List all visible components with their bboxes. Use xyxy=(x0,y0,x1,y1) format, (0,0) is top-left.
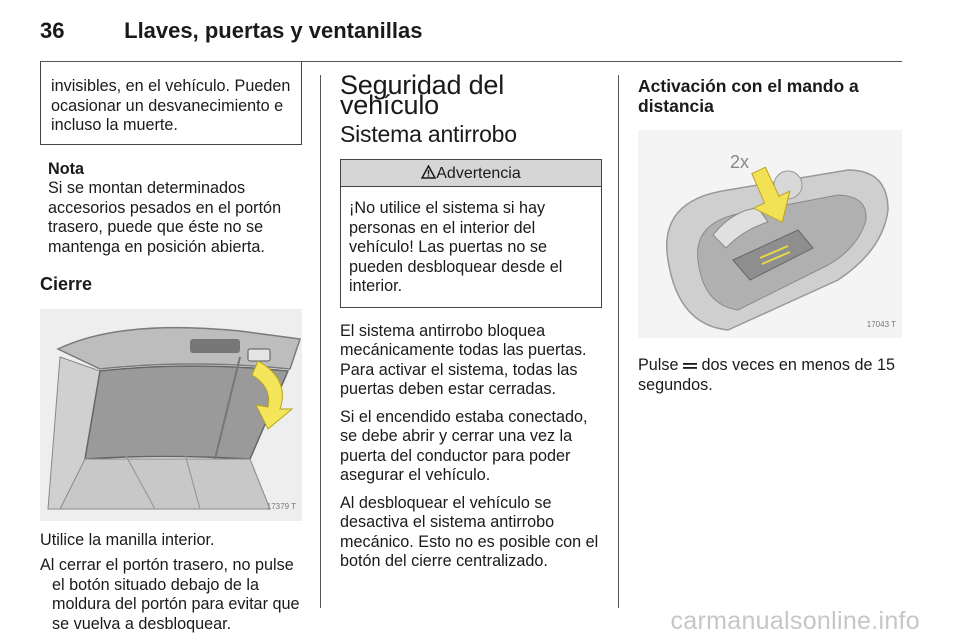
watermark: carmanualsonline.info xyxy=(670,607,920,635)
remote-key-illustration xyxy=(638,130,902,338)
column-divider xyxy=(320,75,321,608)
section-heading-cierre: Cierre xyxy=(40,274,93,294)
warning-box xyxy=(340,159,602,308)
warning-text: ¡No utilice el sistema si hay personas en el interior del vehículo! Las puertas no se pueden desbloquear desde el interior. xyxy=(349,199,563,295)
paragraph: Utilice la manilla interior. xyxy=(40,530,215,549)
note-title: Nota xyxy=(48,159,84,178)
column-divider xyxy=(618,75,619,608)
column-2 xyxy=(340,62,602,572)
paragraph: El sistema antirrobo bloquea mecánicamente todas las puertas. Para activar el sistema, todas las puertas deben estar cerradas. xyxy=(340,321,587,398)
column-3 xyxy=(638,62,902,395)
warning-header xyxy=(341,160,601,188)
box-text: invisibles, en el vehículo. Pueden ocasionar un desvanecimiento e incluso la muerte. xyxy=(51,77,291,134)
para-suffix: dos veces en menos de 15 segundos. xyxy=(638,356,895,394)
paragraph xyxy=(638,356,902,395)
paragraph: Al desbloquear el vehículo se desactiva el sistema antirrobo mecánico. Esto no es posible con el botón del cierre centralizado. xyxy=(340,493,599,570)
page-title: Llaves, puertas y ventanillas xyxy=(124,18,423,43)
figure-label: 2x xyxy=(730,152,750,172)
column-1 xyxy=(40,62,302,634)
lock-button-icon xyxy=(683,361,697,371)
page-header xyxy=(40,18,423,44)
para-prefix: Pulse xyxy=(638,356,679,374)
paragraph: Al cerrar el portón trasero, no pulse el botón situado debajo de la moldura del portón para evitar que se vuelva a desbloquear. xyxy=(40,556,300,633)
figure-code: 17379 T xyxy=(266,502,296,511)
tailgate-figure xyxy=(40,309,302,521)
warning-title: Advertencia xyxy=(436,164,521,182)
subsection-heading-antirrobo: Sistema antirrobo xyxy=(340,121,517,147)
figure-code: 17043 T xyxy=(866,319,896,329)
section-heading-seguridad: Seguridad del vehículo xyxy=(340,70,505,120)
paragraph: Si el encendido estaba conectado, se debe abrir y cerrar una vez la puerta del conductor para poder asegurar el vehículo. xyxy=(340,407,588,484)
page-number: 36 xyxy=(40,18,65,43)
tailgate-illustration xyxy=(40,309,302,521)
remote-key-figure xyxy=(638,130,902,338)
warning-triangle-icon xyxy=(421,165,436,179)
note xyxy=(40,160,302,258)
warning-continuation-box xyxy=(40,62,302,145)
note-text: Si se montan determinados accesorios pesados en el portón trasero, puede que éste no se mantenga en posición abierta. xyxy=(48,179,282,256)
section-heading-mando: Activación con el mando a distancia xyxy=(638,76,859,116)
